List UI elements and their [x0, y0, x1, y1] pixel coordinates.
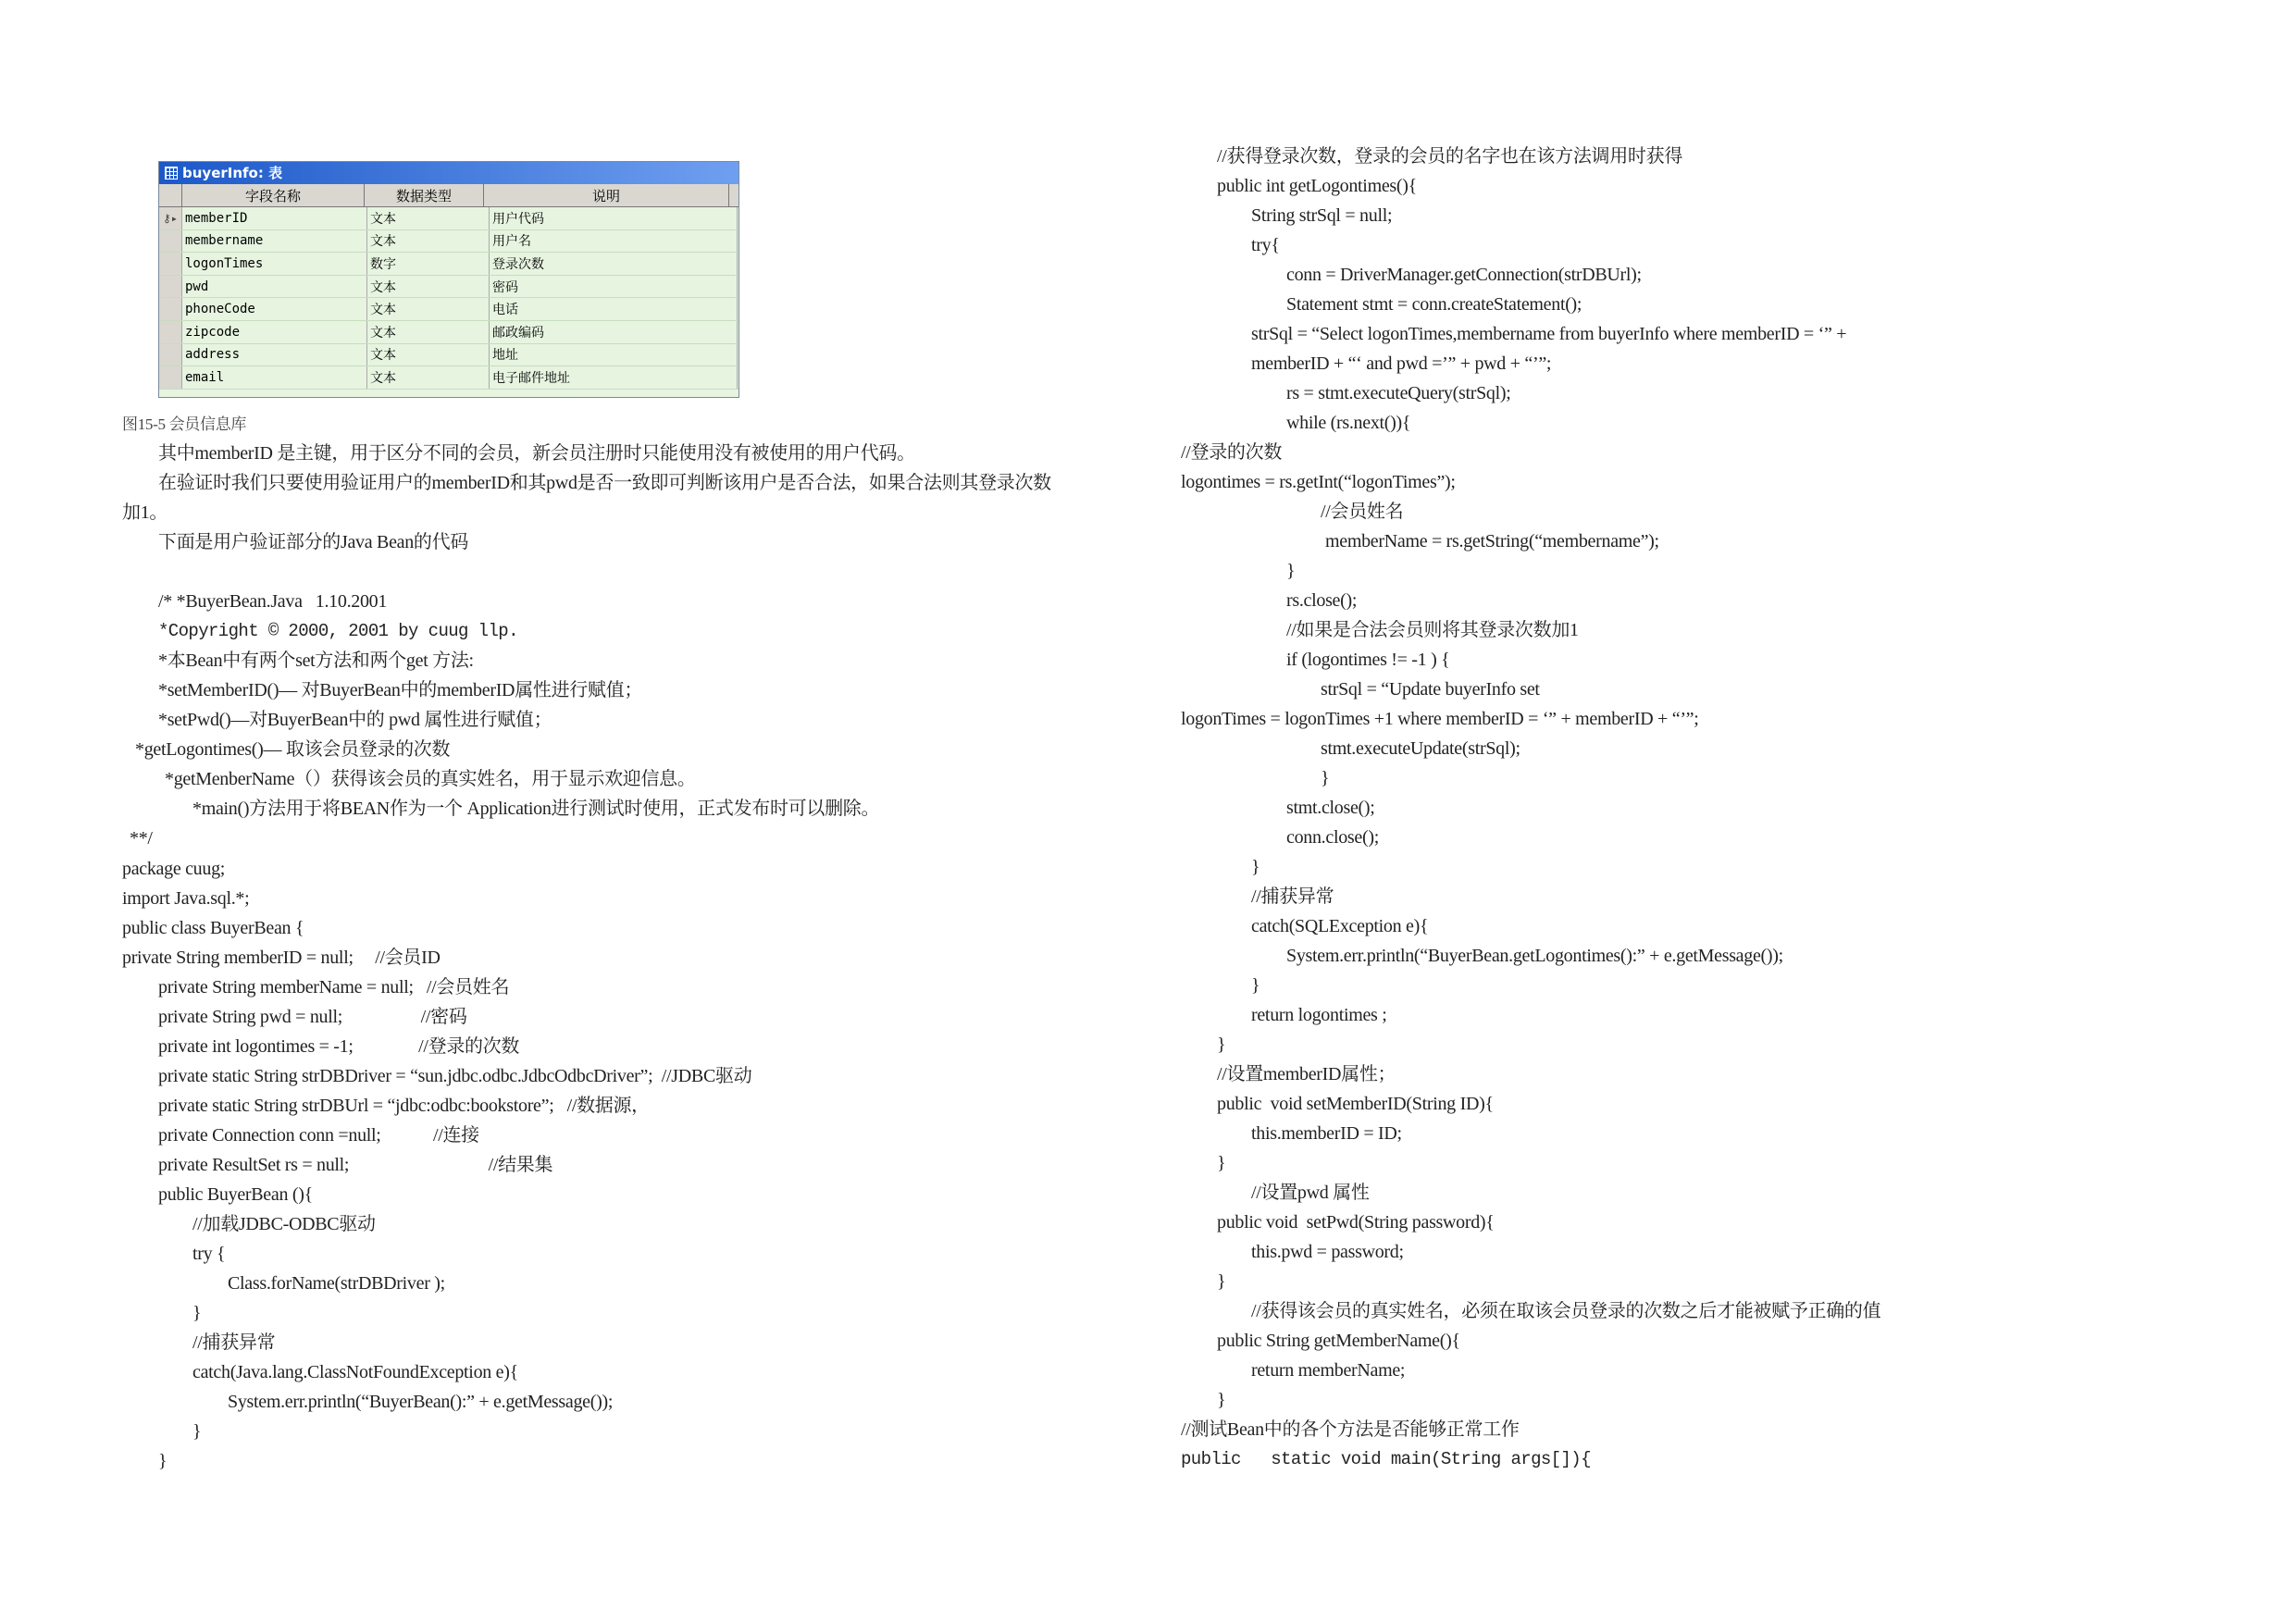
data-type-cell[interactable]: 文本: [367, 298, 490, 320]
left-text-line: private static String strDBDriver = “sun.jdbc.odbc.JdbcOdbcDriver”; //JDBC驱动: [158, 1066, 752, 1086]
data-type-cell[interactable]: 文本: [367, 321, 490, 343]
row-selector-header: [159, 184, 182, 206]
left-text-line: }: [192, 1421, 202, 1442]
table-window-titlebar: [159, 162, 738, 184]
left-text-line: private String memberID = null; //会员ID: [122, 948, 441, 968]
right-text-line: logontimes = rs.getInt(“logonTimes”);: [1181, 472, 1456, 492]
row-selector[interactable]: [159, 276, 182, 298]
right-text-line: }: [1217, 1153, 1226, 1173]
left-text-line: 下面是用户验证部分的Java Bean的代码: [158, 532, 469, 552]
row-selector[interactable]: [159, 366, 182, 389]
row-selector[interactable]: [159, 253, 182, 275]
right-text-line: }: [1286, 561, 1296, 581]
left-text-line: *本Bean中有两个set方法和两个get 方法:: [158, 650, 474, 671]
right-text-line: this.pwd = password;: [1251, 1242, 1404, 1262]
table-row[interactable]: [159, 230, 738, 254]
table-grid-icon: [165, 167, 178, 180]
left-text-line: Class.forName(strDBDriver );: [228, 1273, 445, 1294]
right-text-line: public int getLogontimes(){: [1217, 176, 1417, 196]
column-header-data-type: 数据类型: [365, 184, 484, 206]
right-text-line: }: [1217, 1035, 1226, 1055]
left-text-line: private ResultSet rs = null; //结果集: [158, 1155, 553, 1175]
figure-caption: 图15-5 会员信息库: [122, 415, 247, 433]
data-type-cell[interactable]: 文本: [367, 276, 490, 298]
right-text-line: conn.close();: [1286, 827, 1379, 848]
description-cell[interactable]: 电子邮件地址: [490, 366, 738, 389]
right-text-line: }: [1251, 975, 1260, 996]
right-text-line: //如果是合法会员则将其登录次数加1: [1286, 620, 1579, 640]
right-text-line: //设置pwd 属性: [1251, 1183, 1370, 1203]
right-text-line: try{: [1251, 235, 1280, 255]
right-text-line: if (logontimes != -1 ) {: [1286, 650, 1450, 670]
right-text-line: //获得登录次数，登录的会员的名字也在该方法调用时获得: [1217, 146, 1683, 167]
field-name-cell[interactable]: membername: [182, 230, 367, 253]
description-cell[interactable]: 登录次数: [490, 253, 738, 275]
field-name-cell[interactable]: address: [182, 344, 367, 366]
left-text-line: *Copyright © 2000, 2001 by cuug llp.: [158, 621, 518, 641]
primary-key-icon[interactable]: ⚷▸: [159, 207, 182, 229]
left-text-line: private String memberName = null; //会员姓名: [158, 977, 510, 997]
right-text-line: //登录的次数: [1181, 442, 1283, 463]
left-text-line: //捕获异常: [192, 1332, 276, 1353]
table-row[interactable]: [159, 321, 738, 344]
table-header-row: [159, 184, 738, 207]
right-text-line: stmt.close();: [1286, 798, 1375, 818]
field-name-cell[interactable]: logonTimes: [182, 253, 367, 275]
data-type-cell[interactable]: 数字: [367, 253, 490, 275]
left-text-line: *getLogontimes()— 取该会员登录的次数: [135, 739, 451, 760]
table-row[interactable]: [159, 253, 738, 276]
left-text-line: try {: [192, 1244, 226, 1264]
left-text-line: *getMenberName（）获得该会员的真实姓名，用于显示欢迎信息。: [165, 769, 696, 789]
right-text-line: rs = stmt.executeQuery(strSql);: [1286, 383, 1511, 403]
right-text-line: System.err.println(“BuyerBean.getLogontimes():” + e.getMessage());: [1286, 946, 1783, 966]
column-header-description: 说明: [484, 184, 729, 206]
left-text-line: **/: [130, 828, 153, 849]
left-text-line: private Connection conn =null; //连接: [158, 1125, 479, 1146]
left-text-line: private int logontimes = -1; //登录的次数: [158, 1036, 520, 1057]
left-text-line: 其中memberID 是主键，用于区分不同的会员，新会员注册时只能使用没有被使用的用户代码。: [158, 443, 915, 464]
left-text-line: public BuyerBean (){: [158, 1184, 313, 1205]
column-header-field-name: 字段名称: [182, 184, 365, 206]
right-text-line: memberID + “‘ and pwd =’” + pwd + “’”;: [1251, 353, 1552, 374]
table-body: [159, 207, 738, 390]
left-text-line: private String pwd = null; //密码: [158, 1007, 467, 1027]
right-text-line: strSql = “Update buyerInfo set: [1321, 679, 1540, 700]
right-text-line: while (rs.next()){: [1286, 413, 1411, 433]
description-cell[interactable]: 密码: [490, 276, 738, 298]
left-text-line: *setPwd()—对BuyerBean中的 pwd 属性进行赋值；: [158, 710, 552, 730]
row-selector[interactable]: [159, 298, 182, 320]
description-cell[interactable]: 电话: [490, 298, 738, 320]
right-text-line: //获得该会员的真实姓名，必须在取该会员登录的次数之后才能被赋予正确的值: [1251, 1301, 1881, 1321]
right-text-line: }: [1251, 857, 1260, 877]
data-type-cell[interactable]: 文本: [367, 230, 490, 253]
table-window-title: buyerInfo: 表: [182, 165, 283, 181]
left-text-line: package cuug;: [122, 859, 226, 879]
table-row[interactable]: [159, 276, 738, 299]
right-text-line: }: [1321, 768, 1330, 788]
right-text-line: }: [1217, 1390, 1226, 1410]
right-text-line: //设置memberID属性；: [1217, 1064, 1396, 1084]
row-selector[interactable]: [159, 321, 182, 343]
left-text-line: System.err.println(“BuyerBean():” + e.getMessage());: [228, 1392, 614, 1412]
data-type-cell[interactable]: 文本: [367, 344, 490, 366]
left-text-line: *setMemberID()— 对BuyerBean中的memberID属性进行赋值；: [158, 680, 643, 700]
data-type-cell[interactable]: 文本: [367, 366, 490, 389]
description-cell[interactable]: 邮政编码: [490, 321, 738, 343]
left-text-line: catch(Java.lang.ClassNotFoundException e){: [192, 1362, 518, 1382]
left-text-line: /* *BuyerBean.Java 1.10.2001: [158, 591, 388, 612]
left-text-line: }: [192, 1303, 202, 1323]
left-text-line: public class BuyerBean {: [122, 918, 304, 938]
table-row[interactable]: [159, 344, 738, 367]
left-text-line: }: [158, 1451, 168, 1471]
right-text-line: public void setMemberID(String ID){: [1217, 1094, 1494, 1114]
right-text-line: stmt.executeUpdate(strSql);: [1321, 738, 1520, 759]
field-name-cell[interactable]: pwd: [182, 276, 367, 298]
data-type-cell[interactable]: 文本: [367, 207, 490, 229]
field-name-cell[interactable]: memberID: [182, 207, 367, 229]
right-text-line: this.memberID = ID;: [1251, 1123, 1402, 1144]
left-text-line: private static String strDBUrl = “jdbc:odbc:bookstore”; //数据源，: [158, 1096, 650, 1116]
right-text-line: //会员姓名: [1321, 502, 1404, 522]
table-row[interactable]: [159, 207, 738, 230]
right-text-line: return memberName;: [1251, 1360, 1406, 1381]
right-text-line: Statement stmt = conn.createStatement();: [1286, 294, 1582, 315]
right-text-line: strSql = “Select logonTimes,membername from buyerInfo where memberID = ‘” +: [1251, 324, 1847, 344]
right-text-line: //捕获异常: [1251, 886, 1334, 907]
right-text-line: catch(SQLException e){: [1251, 916, 1429, 936]
buyerinfo-table-window: [158, 161, 739, 398]
description-cell[interactable]: 地址: [490, 344, 738, 366]
row-selector[interactable]: [159, 230, 182, 253]
right-text-line: String strSql = null;: [1251, 205, 1393, 226]
left-text-line: //加载JDBC-ODBC驱动: [192, 1214, 376, 1234]
description-cell[interactable]: 用户名: [490, 230, 738, 253]
right-text-line: conn = DriverManager.getConnection(strDBUrl);: [1286, 265, 1642, 285]
right-text-line: return logontimes ;: [1251, 1005, 1387, 1025]
right-text-line: logonTimes = logonTimes +1 where memberID = ‘” + memberID + “’”;: [1181, 709, 1699, 729]
right-text-line: }: [1217, 1271, 1226, 1292]
row-selector[interactable]: [159, 344, 182, 366]
left-text-line: 加1。: [122, 502, 168, 523]
right-text-line: memberName = rs.getString(“membername”);: [1325, 531, 1659, 551]
field-name-cell[interactable]: zipcode: [182, 321, 367, 343]
field-name-cell[interactable]: phoneCode: [182, 298, 367, 320]
right-text-line: //测试Bean中的各个方法是否能够正常工作: [1181, 1419, 1520, 1440]
left-text-line: *main()方法用于将BEAN作为一个 Application进行测试时使用，正式发布时可以删除。: [192, 799, 880, 819]
right-text-line: public static void main(String args[]){: [1181, 1449, 1591, 1469]
table-row[interactable]: [159, 366, 738, 390]
right-text-line: public String getMemberName(){: [1217, 1331, 1460, 1351]
right-text-line: rs.close();: [1286, 590, 1358, 611]
left-text-line: import Java.sql.*;: [122, 888, 250, 909]
field-name-cell[interactable]: email: [182, 366, 367, 389]
description-cell[interactable]: 用户代码: [490, 207, 738, 229]
left-text-line: 在验证时我们只要使用验证用户的memberID和其pwd是否一致即可判断该用户是否合法，如果合法则其登录次数: [158, 473, 1051, 493]
right-text-line: public void setPwd(String password){: [1217, 1212, 1495, 1233]
table-row[interactable]: [159, 298, 738, 321]
